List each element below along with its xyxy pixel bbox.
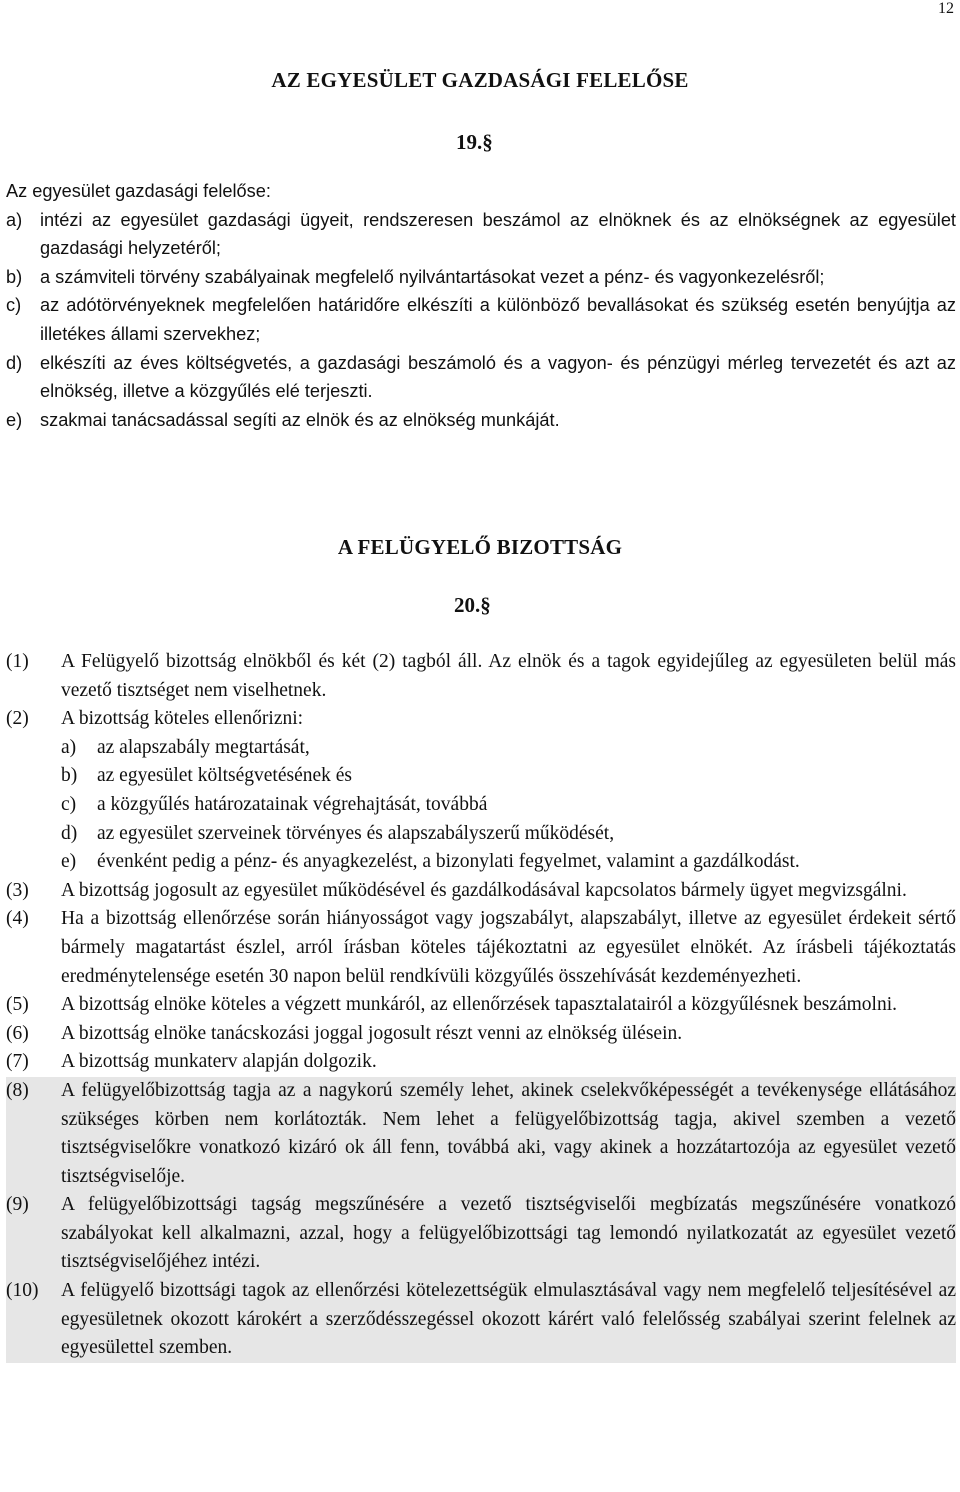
section-19-intro: Az egyesület gazdasági felelőse: [6,181,271,201]
sub-item [61,762,956,791]
item-marker: e) [6,409,23,430]
list-item [6,349,956,406]
numbered-item-highlighted [6,1277,956,1363]
item-text: A bizottság elnöke köteles a végzett munkáról, az ellenőrzések tapasztalatairól a közgyűlésnek beszámolni. [61,994,898,1016]
section-19-number: 19.§ [456,130,493,154]
sub-item-text: az egyesület költségvetésének és [97,765,353,787]
item-marker: (2) [6,708,29,730]
item-text: A bizottság köteles ellenőrizni: [61,708,304,730]
sub-item-marker: b) [61,765,78,787]
numbered-item [6,991,956,1020]
sub-item-marker: e) [61,851,77,873]
item-text: az adótörvényeknek megfelelően határidőre elkészíti a különböző bevallásokat és szükség esetén benyújtja az illetékes állami szervekhez; [40,295,956,344]
sub-item [61,791,956,820]
section-19-title: AZ EGYESÜLET GAZDASÁGI FELELŐSE [271,68,689,92]
list-item [6,406,956,435]
numbered-item [6,905,956,991]
item-text: A bizottság elnöke tanácskozási joggal jogosult részt venni az elnökség ülésein. [61,1022,683,1044]
sub-item [61,820,956,849]
item-marker: (4) [6,908,29,930]
item-marker: (6) [6,1022,29,1044]
item-text: elkészíti az éves költségvetés, a gazdasági beszámoló és a vagyon- és pénzügyi mérleg tervezetét és azt az elnökség, illetve a közgyűlés elé terjeszti. [40,352,956,402]
item-marker: c) [6,295,22,316]
item-text: Ha a bizottság ellenőrzése során hiányosságot vagy jogszabályt, alapszabályt, illetve az egyesület érdekeit sértő bármely magatartást észlel, arról írásban köteles tájékoztatni az egyesület elnökét. Az írásbeli tájékoztatás eredménytelensége esetén 30 napon belül rendkívüli közgyűlés összehívását kezdeményezheti. [61,908,956,987]
numbered-item [6,1020,956,1049]
numbered-item [6,1048,956,1077]
sub-item-marker: c) [61,793,77,815]
item-text: A felügyelőbizottság tagja az a nagykorú személy lehet, akinek cselekvőképességét a tevékenysége ellátásához szükséges körben nem korlátozták. Nem lehet a felügyelőbizottság tagja, akivel szemben a vezető tisztségviselőkre vonatkozó kizáró ok áll fenn, továbbá aki, vagy akinek a hozzátartozója az egyesület vezető tisztségviselője. [61,1079,956,1187]
sub-item [61,734,956,763]
numbered-item [6,648,956,705]
numbered-item [6,877,956,906]
section-20-number: 20.§ [454,593,491,617]
sub-item-marker: a) [61,736,77,758]
sub-item [61,848,956,877]
item-text: A bizottság munkaterv alapján dolgozik. [61,1051,377,1073]
item-marker: (5) [6,994,29,1016]
item-marker: (8) [6,1079,29,1101]
item-text: intézi az egyesület gazdasági ügyeit, rendszeresen beszámol az elnöknek és az elnökségnek az egyesület gazdasági helyzetéről; [40,209,956,259]
item-marker: (3) [6,879,29,901]
list-item [6,206,956,263]
item-marker: (7) [6,1051,29,1073]
item-text: A felügyelő bizottsági tagok az ellenőrzési kötelezettségük elmulasztásával vagy nem megfelelő teljesítésével az egyesületnek okozott károkért a szerződésszegéssel okozott kárért való felelősség szabályai szerint felelnek az egyesülettel szemben. [61,1280,956,1359]
numbered-item-highlighted [6,1077,956,1191]
section-20-body [6,648,956,1363]
item-text: A bizottság jogosult az egyesület működésével és gazdálkodásával kapcsolatos bármely ügyet megvizsgálni. [61,879,907,901]
list-item [6,291,956,348]
item-marker: (10) [6,1280,39,1302]
item-marker: (9) [6,1194,29,1216]
numbered-item-highlighted [6,1191,956,1277]
sub-item-text: az egyesület szerveinek törvényes és alapszabályszerű működését, [97,822,615,844]
item-text: szakmai tanácsadással segíti az elnök és az elnökség munkáját. [40,409,560,430]
numbered-item [6,705,956,877]
item-text: A Felügyelő bizottság elnökből és két (2) tagból áll. Az elnök és a tagok egyidejűleg az egyesületen belül más vezető tisztséget nem viselhetnek. [61,651,956,701]
item-marker: (1) [6,651,29,672]
sub-item-marker: d) [61,822,78,844]
sub-item-text: évenként pedig a pénz- és anyagkezelést, a bizonylati fegyelmet, valamint a gazdálkodást. [97,851,800,873]
item-marker: d) [6,352,23,373]
section-20-title: A FELÜGYELŐ BIZOTTSÁG [337,535,623,559]
sub-list [61,734,956,877]
item-text: a számviteli törvény szabályainak megfelelő nyilvántartásokat vezet a pénz- és vagyonkezelésről; [40,266,825,287]
item-marker: b) [6,266,23,287]
page-number: 12 [938,0,954,17]
item-marker: a) [6,209,23,230]
sub-item-text: a közgyűlés határozatainak végrehajtását, továbbá [97,793,488,815]
section-19-body [6,177,956,434]
item-text: A felügyelőbizottsági tagság megszűnésére a vezető tisztségviselői megbízatás megszűnésére vonatkozó szabályokat kell alkalmazni, azzal, hogy a felügyelőbizottsági tag lemondó nyilatkozatát az egyesület vezető tisztségviselőjéhez intézi. [61,1194,956,1273]
list-item [6,263,956,292]
sub-item-text: az alapszabály megtartását, [97,736,310,758]
